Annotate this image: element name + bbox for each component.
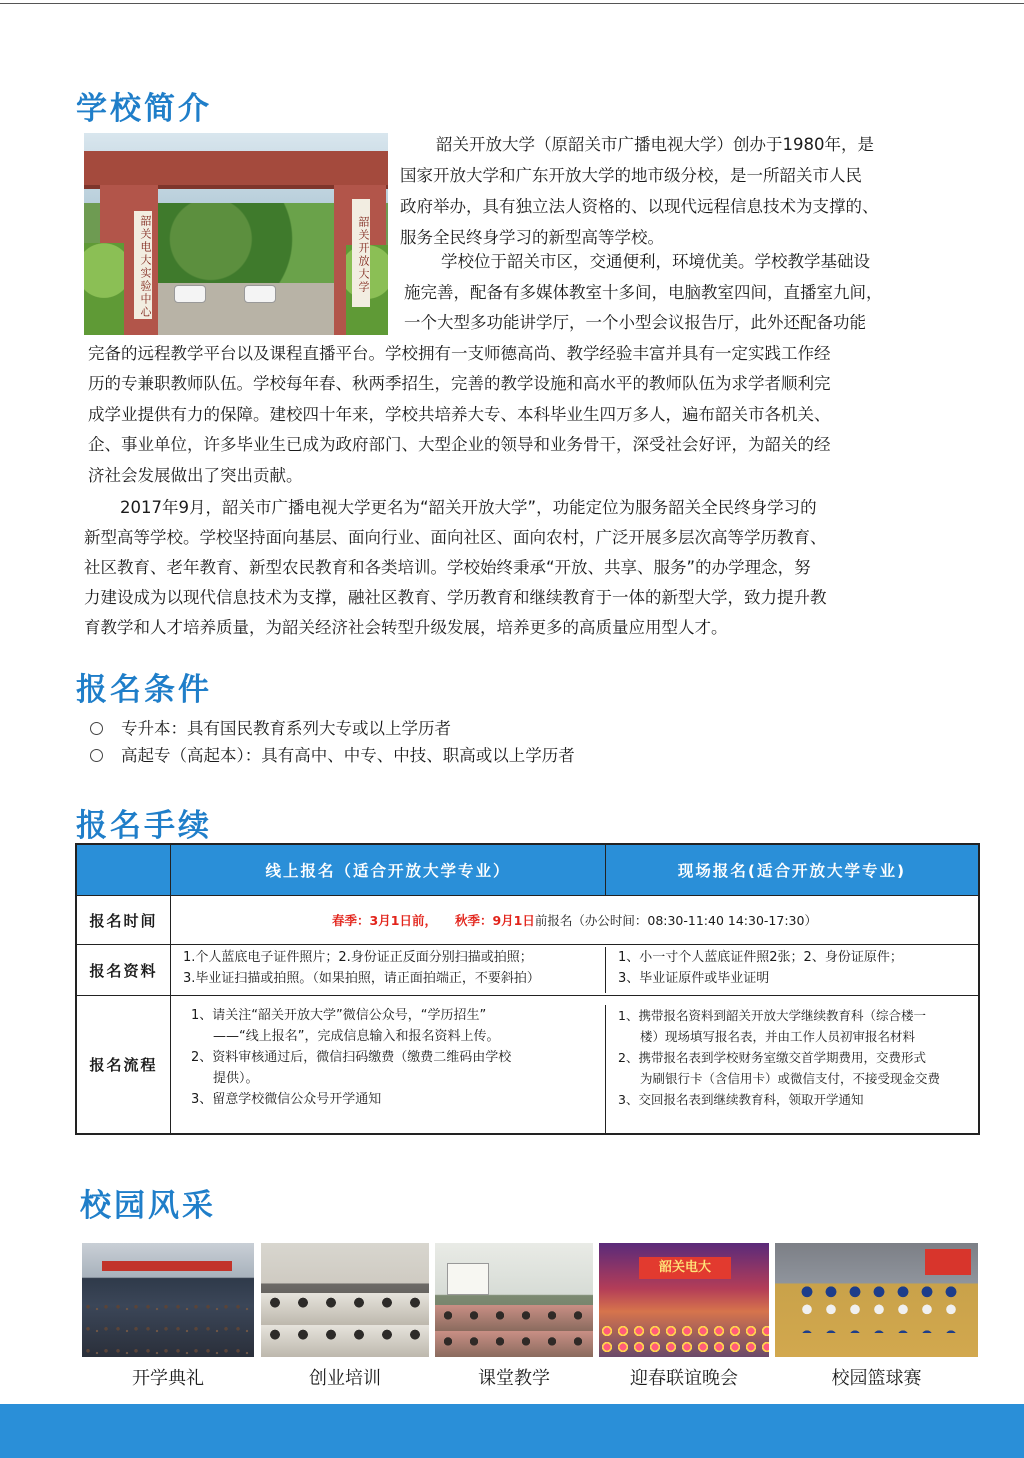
condition-text: 高起专（高起本）：具有高中、中专、中技、职高或以上学历者	[121, 746, 575, 765]
circle-bullet-icon	[90, 749, 103, 762]
flow-online-line: 3、留意学校微信公众号开学通知	[191, 1092, 382, 1107]
row-label-time: 报名时间	[77, 896, 171, 944]
time-spring: 春季：3月1日前，	[332, 912, 437, 928]
intro-line: 成学业提供有力的保障。建校四十年来，学校共培养大专、本科毕业生四万多人，遍布韶关市各机关、	[88, 405, 831, 424]
row-label-docs: 报名资料	[77, 945, 171, 995]
flow-online-line: 2、资料审核通过后，微信扫码缴费（缴费二维码由学校	[191, 1050, 512, 1065]
caption-basketball: 校园篮球赛	[831, 1368, 922, 1389]
intro-para2-line: 力建设成为以现代信息技术为支撑，融社区教育、学历教育和继续教育于一体的新型大学，致力提升教	[84, 588, 827, 607]
docs-onsite-cell	[606, 947, 978, 993]
gala-banner: 韶关电大	[639, 1257, 731, 1279]
header-onsite: 现场报名(适合开放大学专业)	[606, 845, 978, 895]
row-label-flow: 报名流程	[77, 996, 171, 1133]
caption-business-training: 创业培训	[309, 1368, 381, 1389]
flow-online-line: 提供）。	[213, 1071, 259, 1086]
flow-onsite-line: 为刷银行卡（含信用卡）或微信支付，不接受现金交费	[640, 1071, 941, 1086]
condition-item	[90, 717, 451, 741]
time-rest: 前报名（办公时间：08:30-11:40 14:30-17:30）	[534, 912, 817, 928]
campus-gate-photo	[84, 133, 388, 335]
top-rule	[0, 3, 1024, 4]
intro-para2-line: 2017年9月，韶关市广播电视大学更名为“韶关开放大学”，功能定位为服务韶关全民终身学习的	[120, 498, 817, 517]
intro-line: 服务全民终身学习的新型高等学校。	[400, 228, 664, 247]
intro-line: 施完善，配备有多媒体教室十多间，电脑教室四间，直播室九间，	[404, 283, 883, 302]
intro-line: 韶关开放大学（原韶关市广播电视大学）创办于1980年，是	[436, 135, 874, 154]
intro-para2-line: 社区教育、老年教育、新型农民教育和各类培训。学校始终秉承“开放、共享、服务”的办学理念，努	[84, 558, 811, 577]
photo-basketball	[775, 1243, 978, 1357]
photo-business-training	[261, 1243, 429, 1357]
docs-online-line: 1.个人蓝底电子证件照片；2.身份证正反面分别扫描或拍照；	[183, 950, 533, 965]
flow-online-cell	[171, 1005, 606, 1133]
condition-item	[90, 744, 575, 768]
flow-onsite-cell	[606, 1005, 978, 1133]
photo-opening-ceremony	[82, 1243, 254, 1357]
flow-onsite-line: 1、携带报名资料到韶关开放大学继续教育科（综合楼一	[618, 1008, 926, 1023]
docs-onsite-line: 3、毕业证原件或毕业证明	[618, 971, 770, 986]
condition-text: 专升本：具有国民教育系列大专或以上学历者	[121, 719, 451, 738]
caption-classroom: 课堂教学	[478, 1368, 550, 1389]
caption-opening-ceremony: 开学典礼	[132, 1368, 204, 1389]
section-title-intro: 学校简介	[76, 91, 212, 127]
section-title-procedure: 报名手续	[76, 808, 212, 844]
photo-spring-gala	[599, 1243, 769, 1357]
photo-classroom	[435, 1243, 593, 1357]
gate-sign-right: 韶关开放大学	[352, 199, 370, 307]
docs-onsite-line: 1、小一寸个人蓝底证件照2张；2、身份证原件；	[618, 950, 903, 965]
flow-onsite-line: 2、携带报名表到学校财务室缴交首学期费用，交费形式	[618, 1050, 926, 1065]
header-online: 线上报名（适合开放大学专业）	[171, 845, 606, 895]
time-cell	[171, 896, 978, 944]
flow-online-line: 1、请关注“韶关开放大学”微信公众号，“学历招生”	[191, 1008, 487, 1023]
flow-online-line: ——“线上报名”，完成信息输入和报名资料上传。	[213, 1029, 500, 1044]
docs-online-cell	[171, 947, 606, 993]
gate-sign-left: 韶关电大实验中心	[134, 211, 152, 319]
circle-bullet-icon	[90, 722, 103, 735]
section-title-conditions: 报名条件	[76, 672, 212, 708]
caption-spring-gala: 迎春联谊晚会	[630, 1368, 738, 1389]
intro-line: 历的专兼职教师队伍。学校每年春、秋两季招生，完善的教学设施和高水平的教师队伍为求学者顺利完	[88, 374, 831, 393]
intro-para2-line: 新型高等学校。学校坚持面向基层、面向行业、面向社区、面向农村，广泛开展多层次高等学历教育、	[84, 528, 827, 547]
section-title-campus: 校园风采	[80, 1188, 216, 1224]
procedure-table	[75, 843, 980, 1135]
intro-line: 完备的远程教学平台以及课程直播平台。学校拥有一支师德高尚、教学经验丰富并具有一定实践工作经	[88, 344, 831, 363]
intro-line: 政府举办，具有独立法人资格的、以现代远程信息技术为支撑的、	[400, 197, 879, 216]
intro-line: 企、事业单位，许多毕业生已成为政府部门、大型企业的领导和业务骨干，深受社会好评，为韶关的经	[88, 435, 831, 454]
flow-onsite-line: 楼）现场填写报名表，并由工作人员初审报名材料	[640, 1029, 916, 1044]
intro-line: 国家开放大学和广东开放大学的地市级分校，是一所韶关市人民	[400, 166, 862, 185]
bottom-color-bar	[0, 1404, 1024, 1458]
intro-para2-line: 育教学和人才培养质量，为韶关经济社会转型升级发展，培养更多的高质量应用型人才。	[84, 618, 728, 637]
intro-line: 一个大型多功能讲学厅，一个小型会议报告厅，此外还配备功能	[404, 313, 866, 332]
intro-line: 学校位于韶关市区，交通便利，环境优美。学校教学基础设	[441, 252, 870, 271]
table-header-corner	[77, 845, 171, 895]
docs-online-line: 3.毕业证扫描或拍照。（如果拍照，请正面拍端正，不要斜拍）	[183, 971, 540, 986]
flow-onsite-line: 3、交回报名表到继续教育科，领取开学通知	[618, 1092, 864, 1107]
time-autumn: 秋季：9月1日	[454, 912, 535, 928]
intro-line: 济社会发展做出了突出贡献。	[88, 466, 303, 485]
